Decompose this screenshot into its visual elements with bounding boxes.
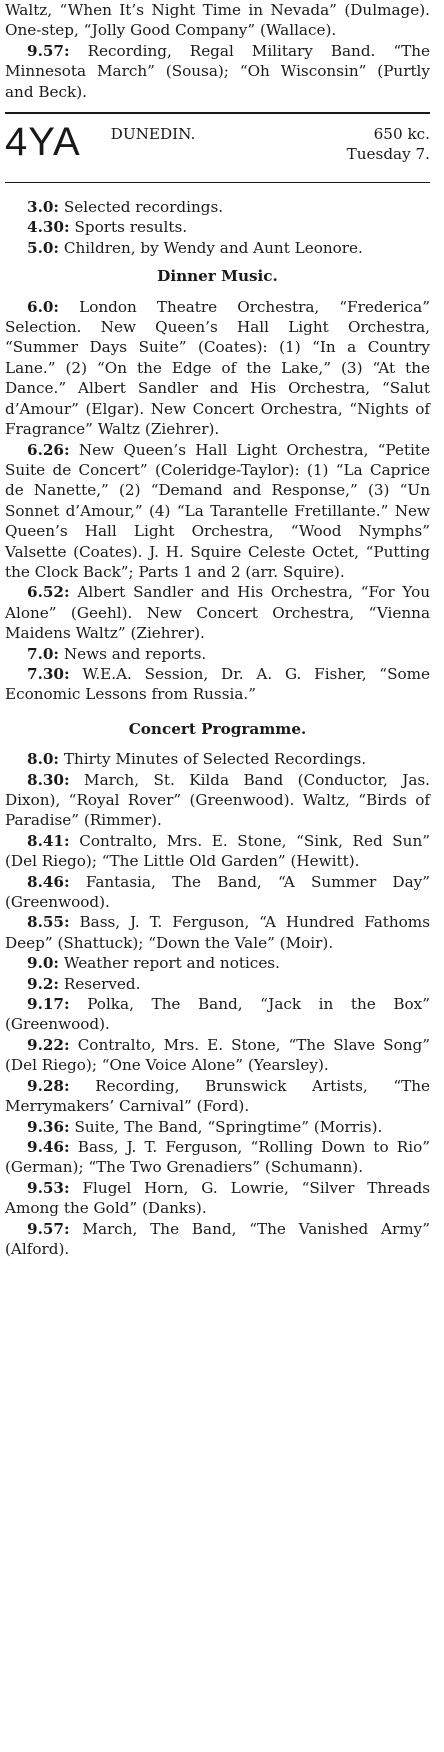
entry-time: 9.57: — [27, 1219, 70, 1238]
entry-text: Bass, J. T. Ferguson, “A Hundred Fathoms Deep” (Shattuck); “Down the Vale” (Moir). — [5, 913, 430, 952]
listing-entry — [5, 1219, 430, 1260]
entry-time: 4.30: — [27, 218, 70, 237]
listing-entry — [5, 872, 430, 913]
entry-time: 9.2: — [27, 974, 60, 993]
entry-time: 8.0: — [27, 750, 60, 769]
listing-entry — [5, 770, 430, 831]
entry-text: Bass, J. T. Ferguson, “Rolling Down to Rio” (German); “The Two Grenadiers” (Schumann). — [5, 1137, 431, 1177]
entry-time: 8.46: — [27, 872, 70, 891]
entry-text: Polka, The Band, “Jack in the Box” (Greenwood). — [5, 995, 430, 1034]
station-city: DUNEDIN. — [110, 125, 196, 144]
entry-time: 9.0: — [27, 954, 60, 973]
station-header — [5, 120, 430, 176]
entry-time: 3.0: — [27, 198, 60, 217]
entry-time: 5.0: — [27, 238, 60, 257]
entry-time: 6.26: — [27, 440, 70, 459]
dinner-listing — [5, 297, 430, 705]
listing-entry — [5, 238, 430, 258]
entry-time: 6.52: — [27, 583, 70, 602]
listing-entry — [5, 994, 430, 1035]
entry-time: 9.28: — [27, 1076, 70, 1095]
entry-time: 9.46: — [27, 1137, 70, 1156]
station-callsign: 4YA — [5, 120, 81, 165]
continued-listing — [5, 0, 430, 102]
listing-entry — [5, 749, 430, 769]
entry-text: Selected recordings. — [63, 198, 224, 217]
listing-entry — [5, 1035, 430, 1076]
entry-time: 9.36: — [27, 1117, 70, 1136]
listing-entry — [5, 831, 430, 872]
entry-text: Children, by Wendy and Aunt Leonore. — [63, 238, 363, 257]
station-frequency-day — [347, 124, 430, 165]
intro-listing — [5, 197, 430, 258]
entry-time: 9.22: — [27, 1035, 70, 1054]
listing-entry — [5, 1076, 430, 1117]
entry-text: Albert Sandler and His Orchestra, “For You Alone” (Geehl). New Concert Orchestra, “Vienna Maidens Waltz” (Ziehrer). — [5, 583, 430, 643]
listing-entry — [5, 644, 430, 664]
entry-text: Contralto, Mrs. E. Stone, “Sink, Red Sun” (Del Riego); “The Little Old Garden” (Hewitt). — [5, 831, 431, 871]
entry-time: 9.17: — [27, 995, 70, 1014]
entry-text: News and reports. — [63, 644, 207, 663]
listing-entry — [5, 1117, 430, 1137]
entry-time: 8.55: — [27, 913, 70, 932]
listing-entry — [5, 297, 430, 440]
entry-text: Thirty Minutes of Selected Recordings. — [63, 750, 367, 769]
entry-text: March, The Band, “The Vanished Army” (Alford). — [5, 1219, 430, 1258]
listing-entry — [5, 664, 430, 705]
listing-entry — [5, 217, 430, 237]
entry-text: Recording, Brunswick Artists, “The Merrymakers’ Carnival” (Ford). — [5, 1076, 430, 1116]
entry-text: W.E.A. Session, Dr. A. G. Fisher, “Some Economic Lessons from Russia.” — [5, 664, 431, 704]
section-divider — [5, 112, 430, 114]
continued-entry — [5, 41, 430, 102]
entry-text: Suite, The Band, “Springtime” (Morris). — [74, 1117, 383, 1136]
station-frequency: 650 kc. — [373, 125, 430, 144]
entry-time: 6.0: — [27, 297, 60, 316]
entry-time: 9.57: — [27, 41, 70, 60]
concert-listing — [5, 749, 430, 1259]
entry-text: Reserved. — [63, 974, 141, 993]
entry-text: Weather report and notices. — [63, 954, 280, 973]
entry-time: 8.30: — [27, 770, 70, 789]
listing-entry — [5, 197, 430, 217]
entry-text: Sports results. — [74, 218, 188, 237]
listing-entry — [5, 974, 430, 994]
dinner-music-heading: Dinner Music. — [157, 267, 278, 286]
entry-time: 8.41: — [27, 831, 70, 850]
entry-time: 7.30: — [27, 664, 70, 683]
listing-entry — [5, 582, 430, 643]
entry-text: New Queen’s Hall Light Orchestra, “Petite Suite de Concert” (Coleridge-Taylor): (1) “La Caprice de Nanette,” (2) “Demand and Response,” (3) “Un Sonnet d’Amour,” (4) “La Tarantelle Fretillante.” New Queen’s Hall Light Orchestra, “Wood Nymphs” Valsette (Coates). J. H. Squire Celeste Octet, “Putting the Clock Back”; Parts 1 and 2 (arr. Squire). — [5, 440, 430, 581]
listing-entry — [5, 440, 430, 583]
entry-text: Waltz, “When It’s Night Time in Nevada” (Dulmage). One-step, “Jolly Good Company” (Wallace). — [5, 1, 430, 40]
entry-time: 7.0: — [27, 644, 60, 663]
header-divider — [5, 182, 430, 183]
entry-time: 9.53: — [27, 1178, 70, 1197]
listing-entry — [5, 1137, 430, 1178]
entry-text: London Theatre Orchestra, “Frederica” Selection. New Queen’s Hall Light Orchestra, “Summer Days Suite” (Coates): (1) “In a Country Lane.” (2) “On the Edge of the Lake,” (3) “At the Dance.” Albert Sandler and His Orchestra, “Salut d’Amour” (Elgar). New Concert Orchestra, “Nights of Fragrance” Waltz (Ziehrer). — [5, 297, 430, 439]
station-day: Tuesday 7. — [346, 145, 430, 164]
listing-entry — [5, 912, 430, 953]
listing-entry — [5, 1178, 430, 1219]
entry-text: Flugel Horn, G. Lowrie, “Silver Threads Among the Gold” (Danks). — [5, 1178, 431, 1218]
entry-text: Fantasia, The Band, “A Summer Day” (Greenwood). — [5, 872, 431, 912]
listing-entry — [5, 953, 430, 973]
entry-text: Recording, Regal Military Band. “The Minnesota March” (Sousa); “Oh Wisconsin” (Purtly and Beck). — [5, 41, 430, 101]
entry-text: Contralto, Mrs. E. Stone, “The Slave Song” (Del Riego); “One Voice Alone” (Yearsley). — [5, 1035, 430, 1075]
entry-text: March, St. Kilda Band (Conductor, Jas. Dixon), “Royal Rover” (Greenwood). Waltz, “Birds of Paradise” (Rimmer). — [5, 770, 431, 830]
continued-entry — [5, 0, 430, 41]
concert-programme-heading: Concert Programme. — [128, 719, 307, 738]
